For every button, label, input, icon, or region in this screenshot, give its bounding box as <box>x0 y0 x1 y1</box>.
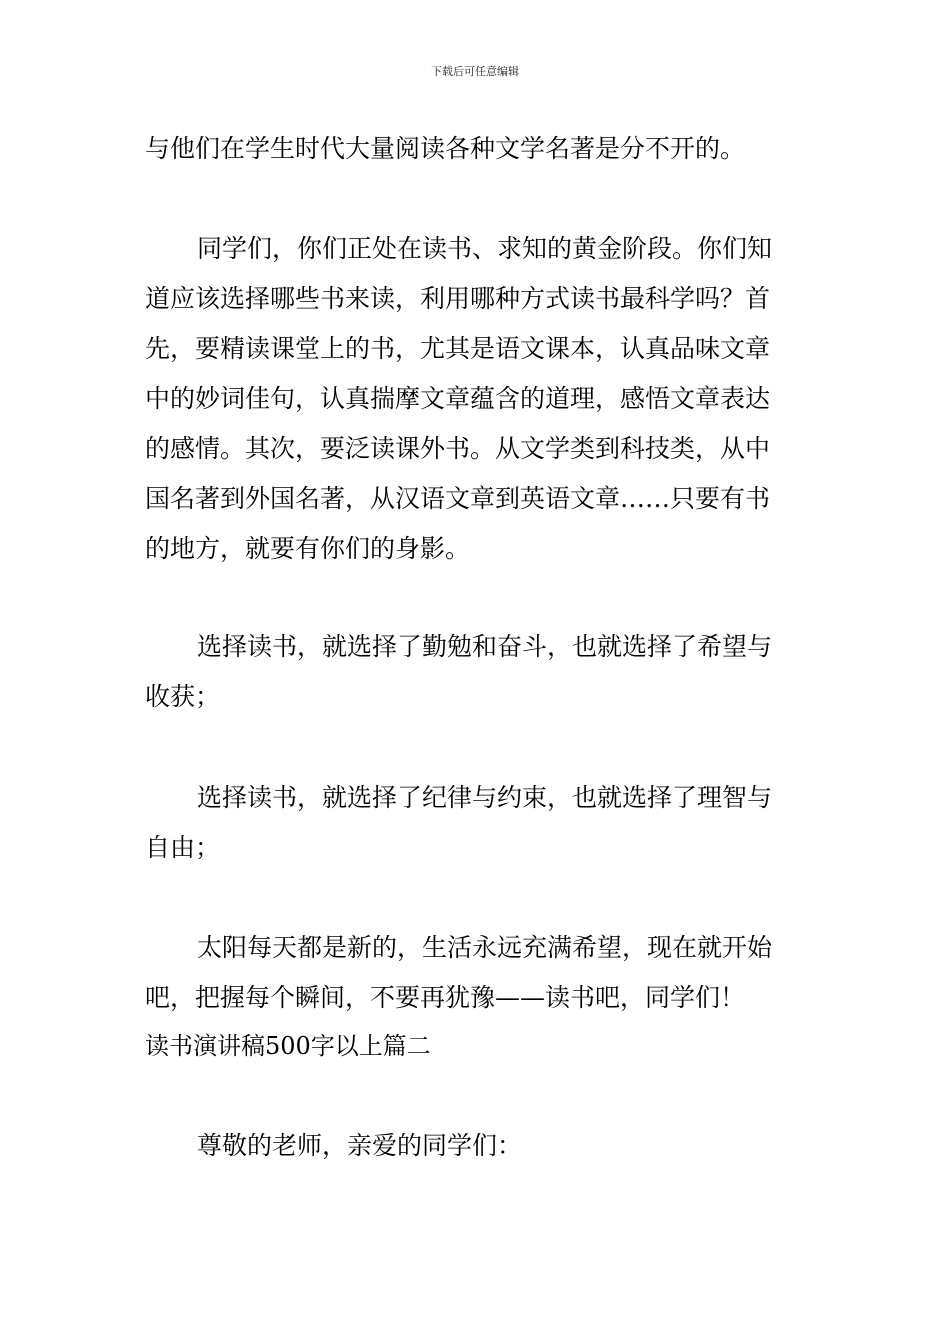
paragraph-line: 自由； <box>145 833 221 862</box>
paragraph-line: 同学们，你们正处在读书、求知的黄金阶段。你们知 <box>197 234 773 263</box>
greeting-line: 尊敬的老师，亲爱的同学们： <box>197 1131 523 1160</box>
paragraph-line: 吧，把握每个瞬间，不要再犹豫——读书吧，同学们！ <box>145 983 746 1012</box>
paragraph-line: 国名著到外国名著，从汉语文章到英语文章……只要有书 <box>145 484 771 513</box>
paragraph-line: 与他们在学生时代大量阅读各种文学名著是分不开的。 <box>145 134 746 163</box>
page-header-note: 下载后可任意编辑 <box>431 65 519 78</box>
paragraph-line: 道应该选择哪些书来读，利用哪种方式读书最科学吗？首 <box>145 284 771 313</box>
paragraph-line: 的地方，就要有你们的身影。 <box>145 534 471 563</box>
paragraph-line: 先，要精读课堂上的书，尤其是语文课本，认真品味文章 <box>145 334 771 363</box>
paragraph-line: 的感情。其次，要泛读课外书。从文学类到科技类，从中 <box>145 434 771 463</box>
paragraph-line: 太阳每天都是新的，生活永远充满希望，现在就开始 <box>197 933 773 962</box>
paragraph-line: 选择读书，就选择了勤勉和奋斗，也就选择了希望与 <box>197 632 773 661</box>
paragraph-line: 选择读书，就选择了纪律与约束，也就选择了理智与 <box>197 783 773 812</box>
section-title: 读书演讲稿500字以上篇二 <box>145 1032 431 1060</box>
paragraph-line: 收获； <box>145 682 221 711</box>
paragraph-line: 中的妙词佳句，认真揣摩文章蕴含的道理，感悟文章表达 <box>145 384 771 413</box>
